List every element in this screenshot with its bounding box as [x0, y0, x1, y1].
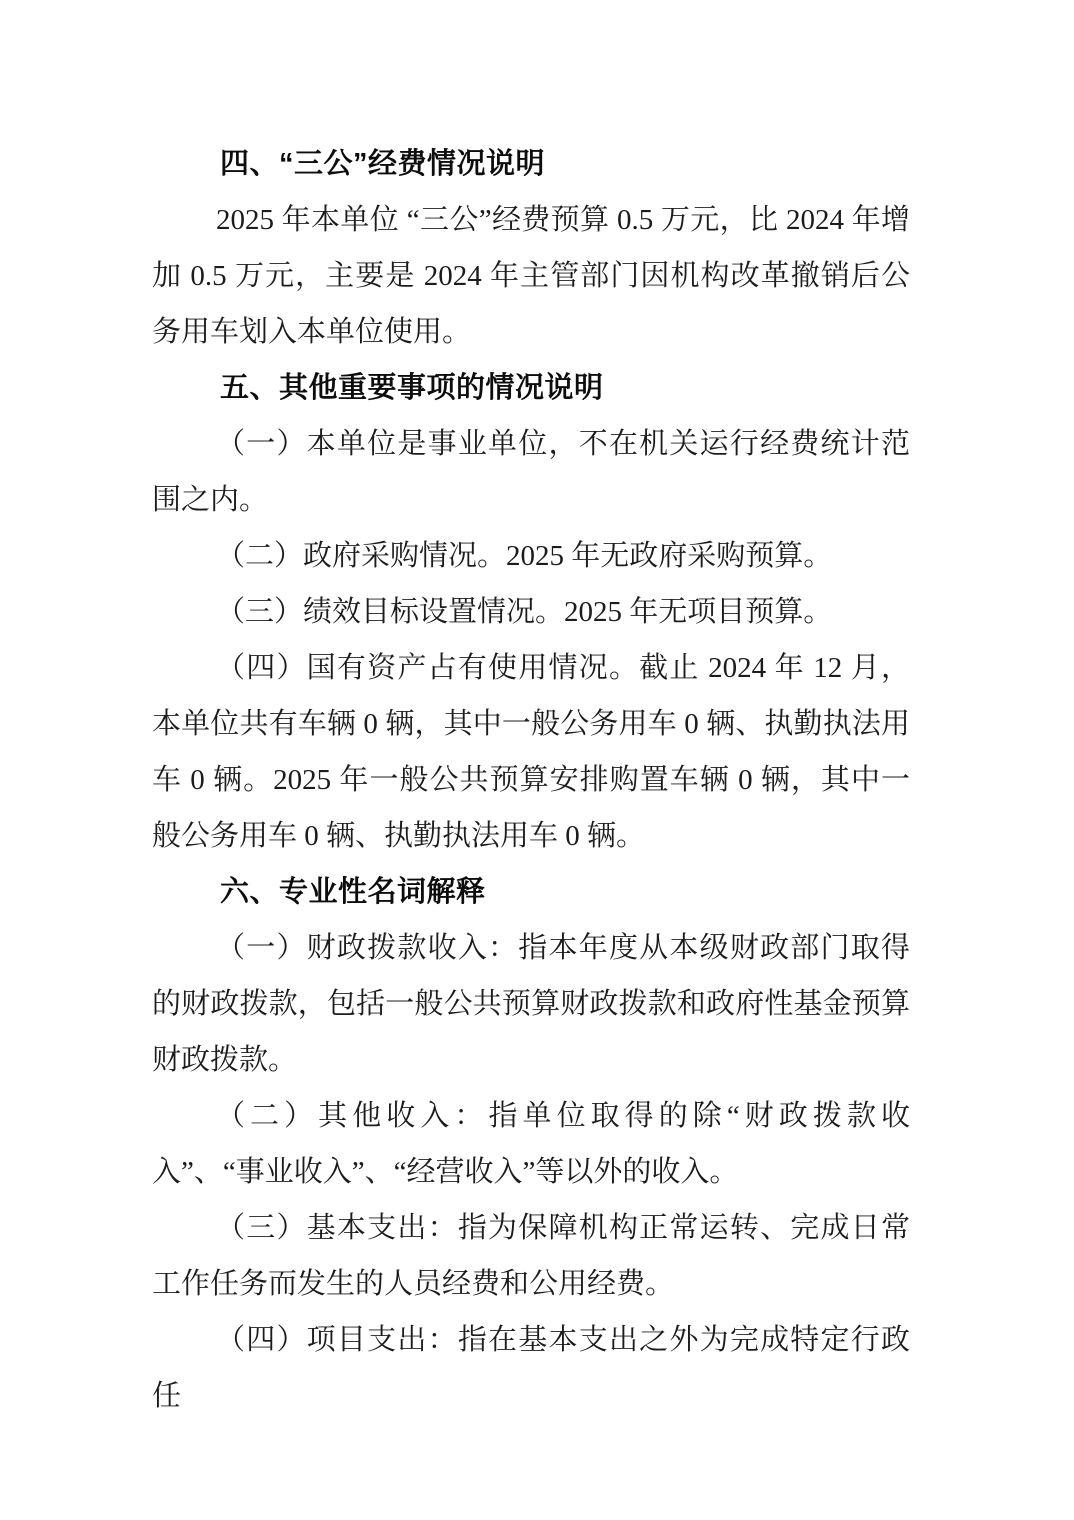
paragraph-other-matters-item-3: （三）绩效目标设置情况。2025 年无项目预算。 — [216, 596, 833, 628]
paragraph-other-matters-item-1: （一）本单位是事业单位，不在机关运行经费统计范围之内。 — [152, 428, 910, 516]
paragraph-other-matters-item-4: （四）国有资产占有使用情况。截止 2024 年 12 月，本单位共有车辆 0 辆，其中一般公务用车 0 辆、执勤执法用车 0 辆。2025 年一般公共预算安排购置车辆 0 辆，其中一般公务用车 0 辆、执勤执法用车 0 辆。 — [152, 652, 910, 852]
paragraph-terminology-item-2: （二）其他收入：指单位取得的除“财政拨款收入”、“事业收入”、“经营收入”等以外的收入。 — [152, 1100, 910, 1188]
paragraph-terminology-item-3: （三）基本支出：指为保障机构正常运转、完成日常工作任务而发生的人员经费和公用经费。 — [152, 1212, 910, 1300]
section-heading-terminology: 六、专业性名词解释 — [220, 876, 486, 908]
section-heading-other-important-matters: 五、其他重要事项的情况说明 — [220, 372, 604, 404]
paragraph-other-matters-item-2: （二）政府采购情况。2025 年无政府采购预算。 — [216, 540, 833, 572]
paragraph-three-public-funds-body: 2025 年本单位 “三公”经费预算 0.5 万元，比 2024 年增加 0.5 万元，主要是 2024 年主管部门因机构改革撤销后公务用车划入本单位使用。 — [152, 204, 910, 348]
document-content — [152, 136, 910, 1424]
paragraph-terminology-item-4: （四）项目支出：指在基本支出之外为完成特定行政任 — [152, 1324, 910, 1412]
paragraph-terminology-item-1: （一）财政拨款收入：指本年度从本级财政部门取得的财政拨款，包括一般公共预算财政拨款和政府性基金预算财政拨款。 — [152, 932, 910, 1076]
section-heading-three-public-funds: 四、“三公”经费情况说明 — [220, 148, 546, 180]
